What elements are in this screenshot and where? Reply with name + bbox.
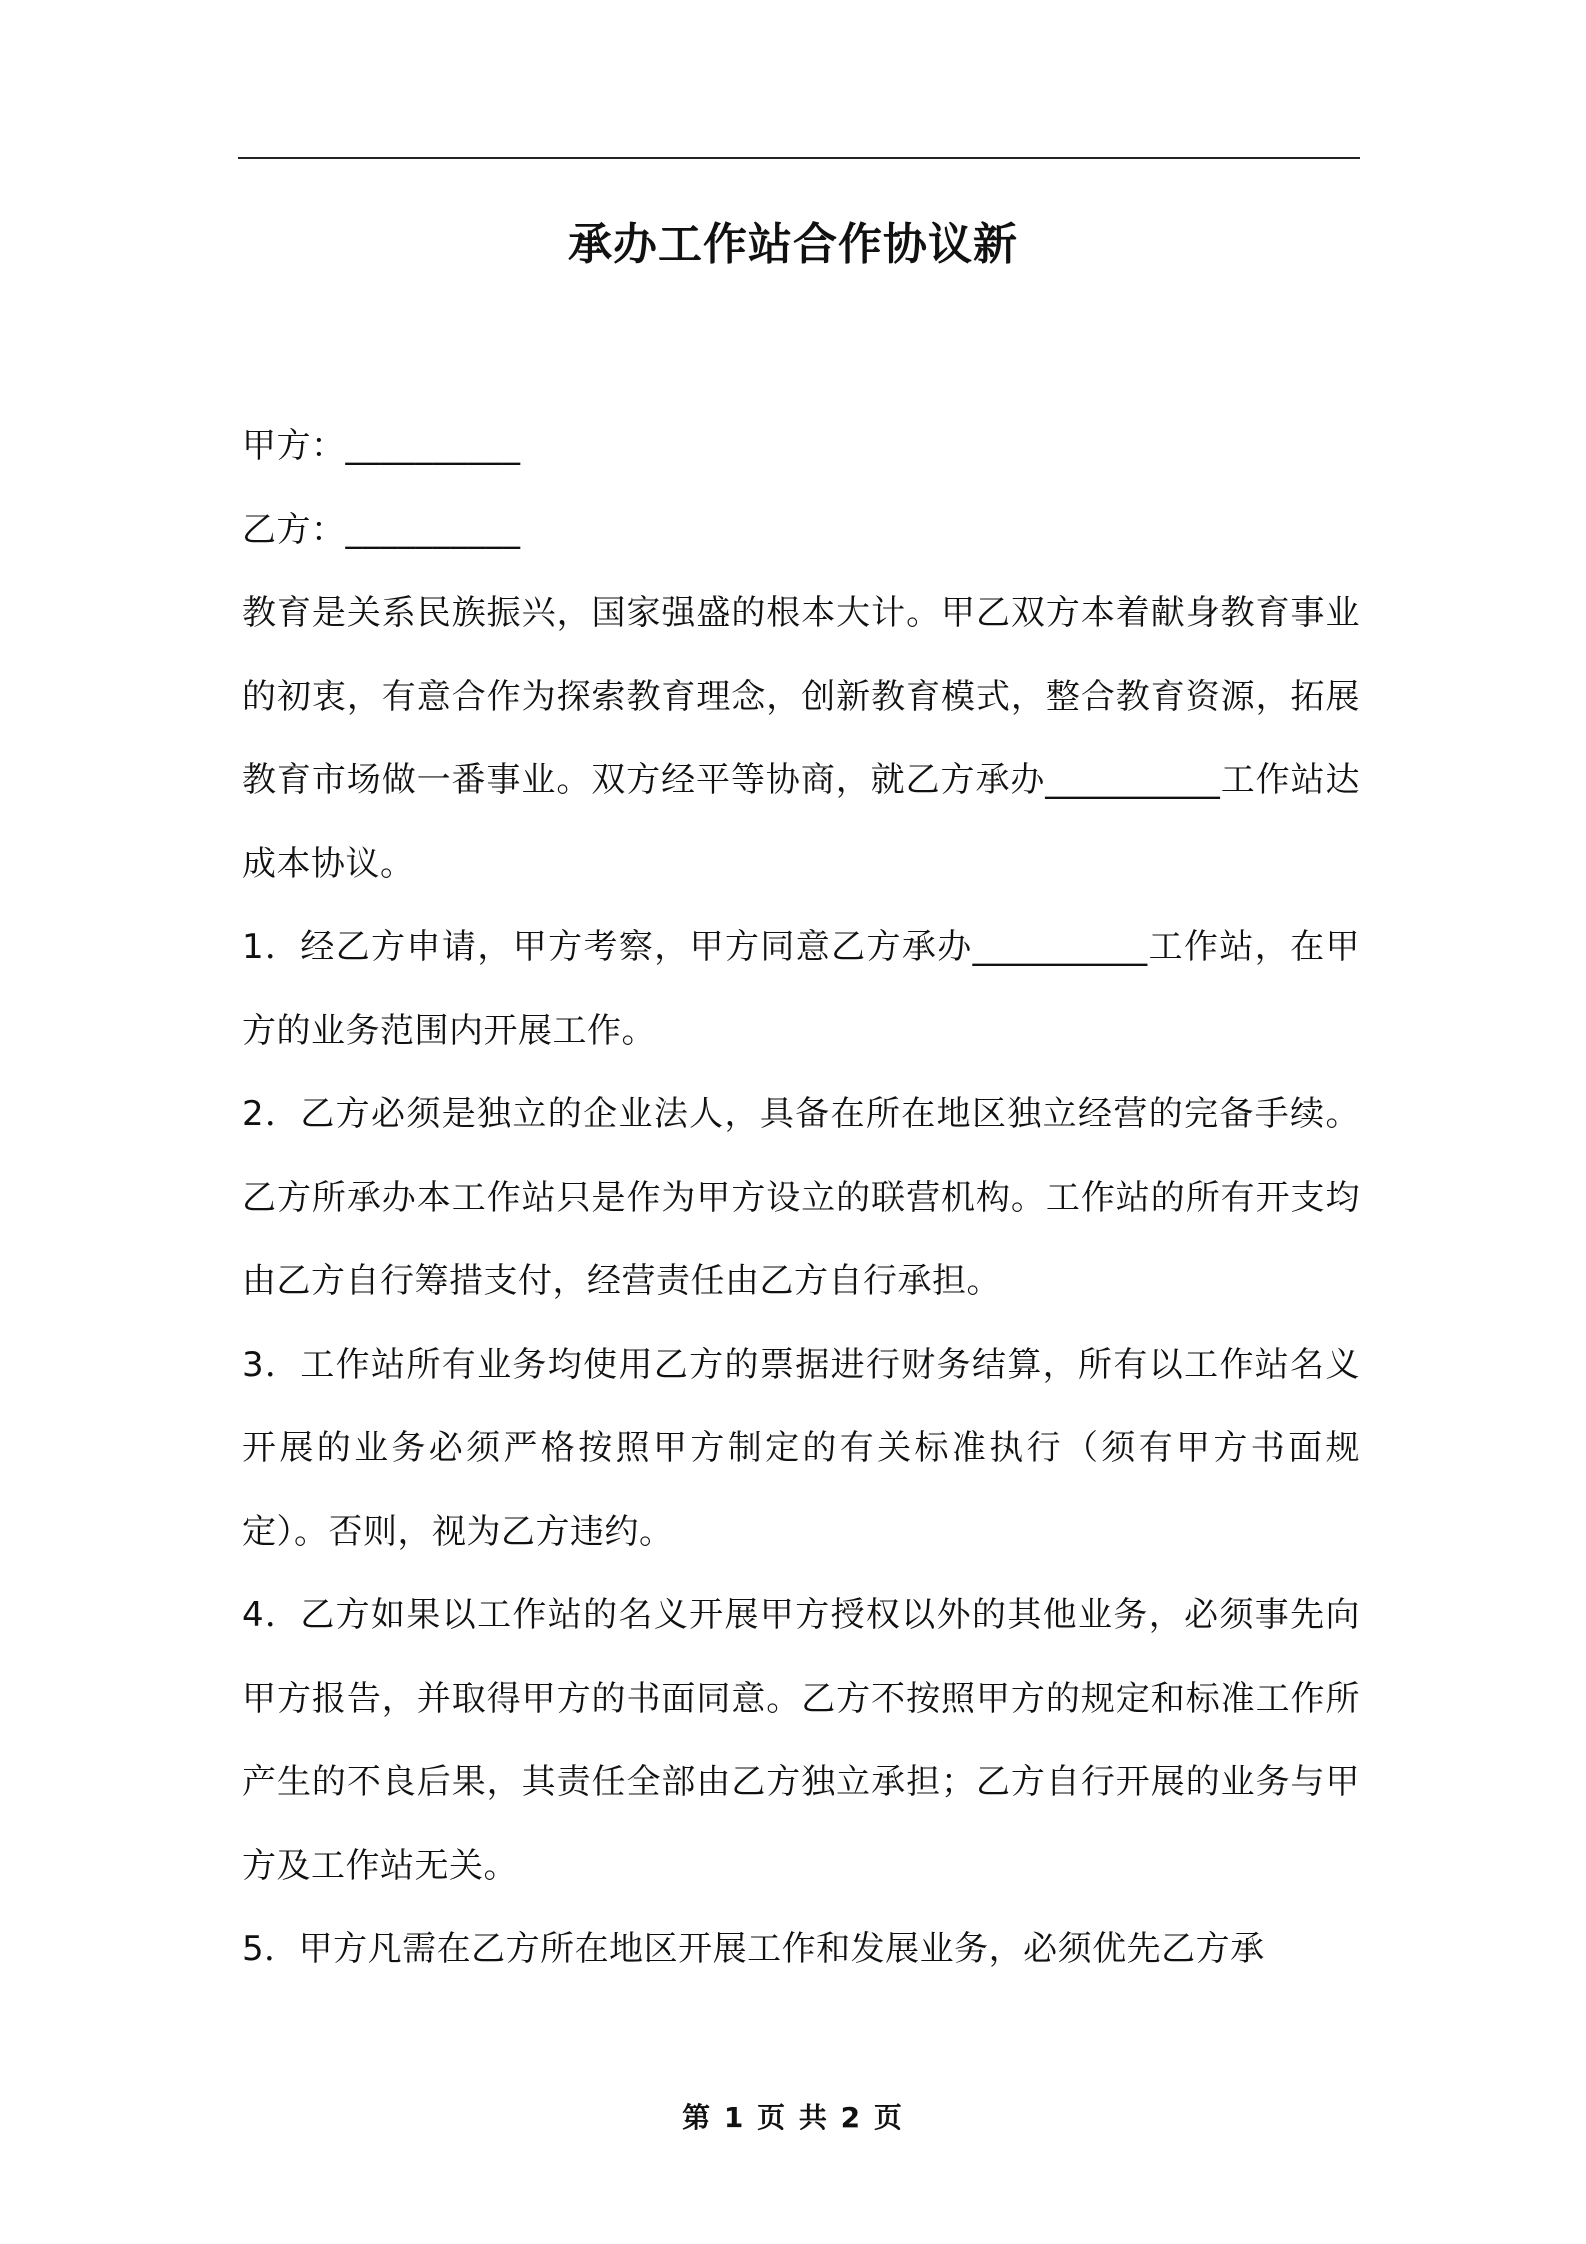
preamble-paragraph: 教育是关系民族振兴，国家强盛的根本大计。甲乙双方本着献身教育事业的初衷，有意合作为探索教育理念，创新教育模式，整合教育资源，拓展教育市场做一番事业。双方经平等协商，就乙方承办__________工作站达成本协议。 bbox=[242, 593, 1360, 884]
header-rule bbox=[238, 157, 1360, 159]
party-b-line: 乙方：__________ bbox=[242, 509, 521, 550]
document-title: 承办工作站合作协议新 bbox=[568, 219, 1018, 270]
party-a-line: 甲方：__________ bbox=[242, 426, 521, 466]
clause-5: 5．甲方凡需在乙方所在地区开展工作和发展业务，必须优先乙方承 bbox=[242, 1929, 1265, 1969]
clause-2: 2．乙方必须是独立的企业法人，具备在所在地区独立经营的完备手续。乙方所承办本工作站只是作为甲方设立的联营机构。工作站的所有开支均由乙方自行筹措支付，经营责任由乙方自行承担。 bbox=[242, 1094, 1360, 1301]
clause-4: 4．乙方如果以工作站的名义开展甲方授权以外的其他业务，必须事先向甲方报告，并取得甲方的书面同意。乙方不按照甲方的规定和标准工作所产生的不良后果，其责任全部由乙方独立承担；乙方自行开展的业务与甲方及工作站无关。 bbox=[242, 1595, 1360, 1886]
document-body bbox=[242, 405, 1360, 1992]
clause-3: 3．工作站所有业务均使用乙方的票据进行财务结算，所有以工作站名义开展的业务必须严格按照甲方制定的有关标准执行（须有甲方书面规定）。否则，视为乙方违约。 bbox=[242, 1344, 1360, 1552]
page-footer: 第 1 页 共 2 页 bbox=[682, 2101, 904, 2134]
clause-1: 1．经乙方申请，甲方考察，甲方同意乙方承办__________工作站，在甲方的业务范围内开展工作。 bbox=[242, 927, 1360, 1051]
